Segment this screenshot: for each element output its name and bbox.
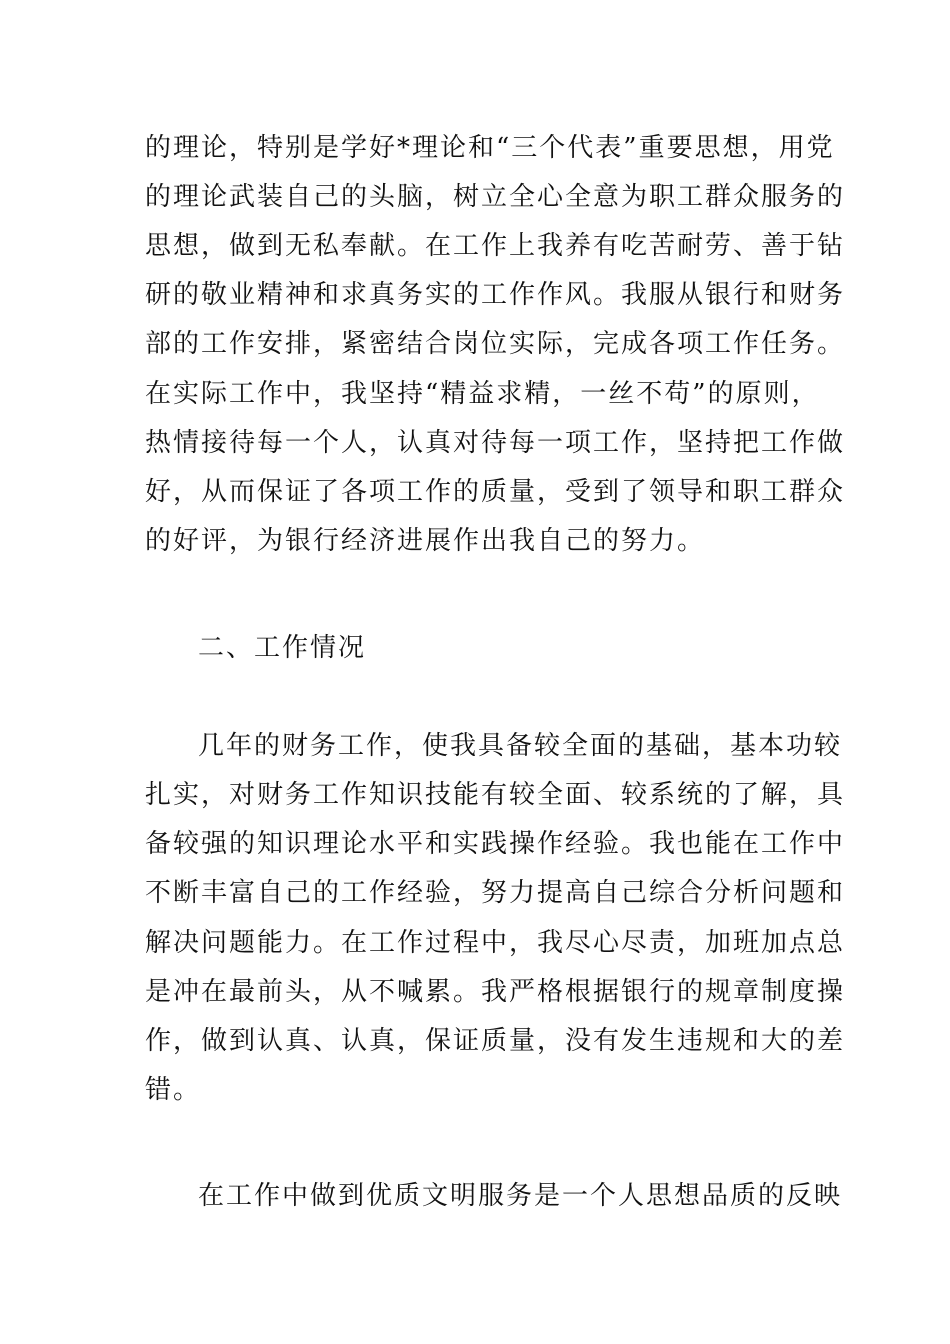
text-line: 在实际工作中，我坚持“精益求精，一丝不苟”的原则，	[145, 379, 820, 409]
text-line: 热情接待每一个人，认真对待每一项工作，坚持把工作做	[145, 428, 846, 458]
section-heading: 二、工作情况	[198, 633, 367, 663]
text-line: 的好评，为银行经济进展作出我自己的努力。	[145, 526, 706, 556]
text-line: 解决问题能力。在工作过程中，我尽心尽责，加班加点总	[145, 928, 846, 958]
text-line: 备较强的知识理论水平和实践操作经验。我也能在工作中	[145, 829, 846, 859]
text-line: 作，做到认真、认真，保证质量，没有发生违规和大的差	[145, 1026, 846, 1056]
text-line: 不断丰富自己的工作经验，努力提高自己综合分析问题和	[145, 878, 846, 908]
text-line: 思想，做到无私奉献。在工作上我养有吃苦耐劳、善于钻	[145, 231, 846, 261]
text-line: 好，从而保证了各项工作的质量，受到了领导和职工群众	[145, 477, 846, 507]
text-line: 是冲在最前头，从不喊累。我严格根据银行的规章制度操	[145, 977, 846, 1007]
text-line: 研的敬业精神和求真务实的工作作风。我服从银行和财务	[145, 280, 846, 310]
text-line: 部的工作安排，紧密结合岗位实际，完成各项工作任务。	[145, 329, 846, 359]
text-line: 几年的财务工作，使我具备较全面的基础，基本功较	[198, 731, 843, 761]
text-line: 的理论武装自己的头脑，树立全心全意为职工群众服务的	[145, 182, 846, 212]
text-line: 的理论，特别是学好*理论和“三个代表”重要思想，用党	[145, 133, 835, 163]
text-line: 在工作中做到优质文明服务是一个人思想品质的反映	[198, 1181, 843, 1211]
text-line: 扎实，对财务工作知识技能有较全面、较系统的了解，具	[145, 780, 846, 810]
text-line: 错。	[145, 1075, 202, 1105]
